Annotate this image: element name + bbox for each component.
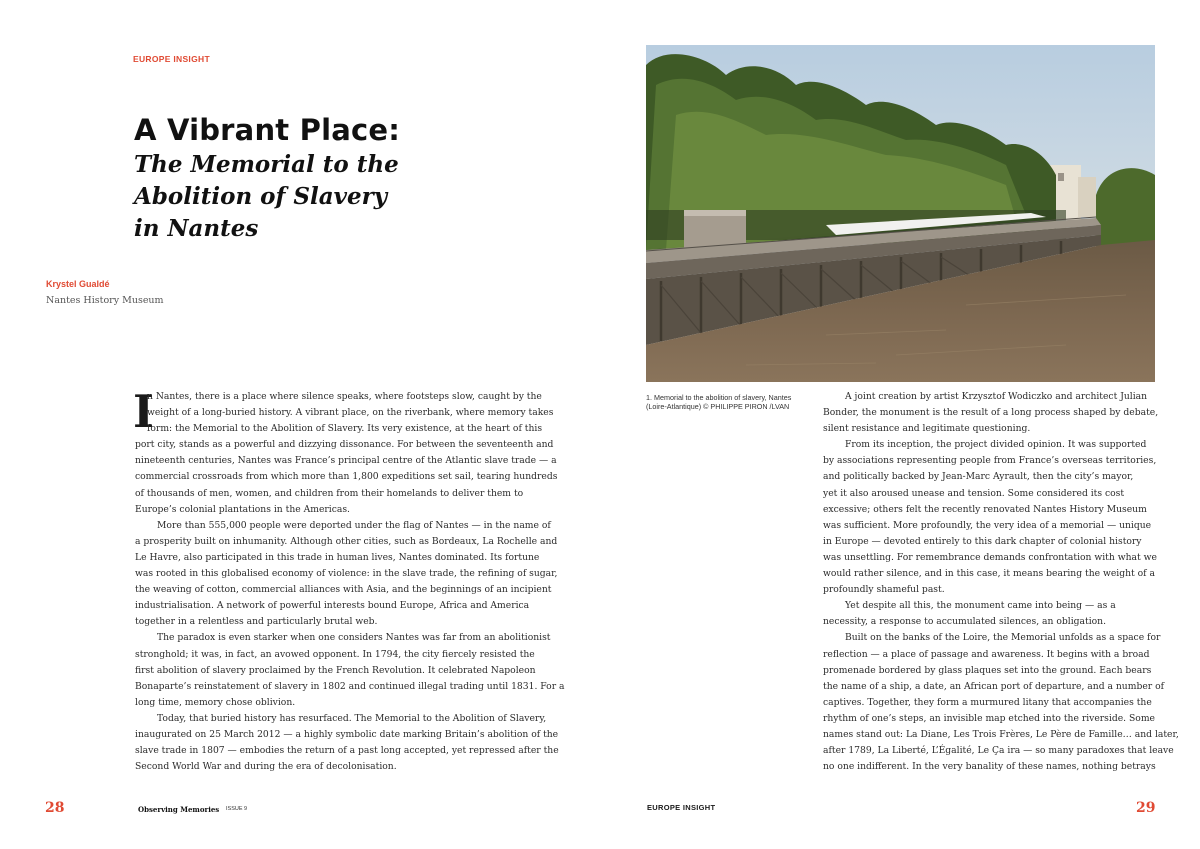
body-line: and politically backed by Jean-Marc Ayrault, then the city’s mayor, <box>823 471 1134 483</box>
body-line: form: the Memorial to the Abolition of Slavery. Its very existence, at the heart of this <box>147 423 543 435</box>
body-line: stronghold; it was, in fact, an avowed opponent. In 1794, the city fiercely resisted the <box>135 648 535 660</box>
body-line: Bonder, the monument is the result of a long process shaped by debate, <box>823 407 1159 419</box>
body-line: Today, that buried history has resurfaced. The Memorial to the Abolition of Slavery, <box>157 712 547 724</box>
article-subtitle <box>134 149 434 245</box>
section-kicker: EUROPE INSIGHT <box>133 54 210 64</box>
body-line: of thousands of men, women, and children from their homelands to deliver them to <box>135 487 524 499</box>
body-line: was unsettling. For remembrance demands confrontation with what we <box>823 551 1157 563</box>
body-line: Yet despite all this, the monument came into being — as a <box>845 600 1116 612</box>
body-line: The paradox is even starker when one considers Nantes was far from an abolitionist <box>157 632 551 644</box>
body-line: long time, memory chose oblivion. <box>135 696 296 708</box>
body-line: promenade bordered by glass plaques set into the ground. Each bears <box>823 664 1152 676</box>
body-line: Le Havre, also participated in this trade in human lives, Nantes dominated. Its fortune <box>135 551 540 563</box>
body-line: More than 555,000 people were deported under the flag of Nantes — in the name of <box>157 519 551 531</box>
body-line: weight of a long-buried history. A vibrant place, on the riverbank, where memory takes <box>147 407 554 419</box>
caption-line: (Loire-Atlantique) © PHILIPPE PIRON /LVAN <box>646 401 790 411</box>
body-line: commercial crossroads from which more than 1,800 expeditions set sail, tearing hundreds <box>135 471 558 483</box>
body-line: Bonaparte’s reinstatement of slavery in 1802 and continued illegal trading until 1831. For a <box>135 680 565 692</box>
author-name: Krystel Gualdé <box>46 279 110 289</box>
body-line: slave trade in 1807 — embodies the return of a past long accepted, yet repressed after the <box>135 745 559 757</box>
body-line: was rooted in this globalised economy of violence: in the slave trade, the refining of sugar, <box>135 568 558 580</box>
drop-cap: I <box>133 385 155 438</box>
body-line: rhythm of one’s steps, an invisible map etched into the riverside. Some <box>823 712 1155 724</box>
body-line: nineteenth centuries, Nantes was France’s principal centre of the Atlantic slave trade — a <box>135 455 557 467</box>
body-line: reflection — a place of passage and awareness. It begins with a broad <box>823 648 1150 660</box>
body-line: Built on the banks of the Loire, the Memorial unfolds as a space for <box>845 632 1161 644</box>
body-line: Europe’s colonial plantations in the Americas. <box>135 503 350 515</box>
body-line: From its inception, the project divided opinion. It was supported <box>845 439 1147 451</box>
subtitle-line: in Nantes <box>134 215 259 242</box>
body-line: no one indifferent. In the very banality of these names, nothing betrays <box>823 761 1156 773</box>
body-line: would rather silence, and in this case, it means bearing the weight of a <box>823 568 1155 580</box>
body-line: n Nantes, there is a place where silence speaks, where footsteps slow, caught by the <box>147 391 542 402</box>
body-line: industrialisation. A network of powerful interests bound Europe, Africa and America <box>135 600 530 612</box>
page-number-left: 28 <box>45 800 65 816</box>
photo-caption <box>646 394 811 411</box>
body-line: a prosperity built on inhumanity. Although other cities, such as Bordeaux, La Rochelle and <box>135 535 558 547</box>
body-line: the name of a ship, a date, an African port of departure, and a number of <box>823 680 1165 692</box>
page-number-right: 29 <box>1136 800 1156 816</box>
body-line: yet it also aroused unease and tension. Some considered its cost <box>823 487 1125 499</box>
body-line: A joint creation by artist Krzysztof Wodiczko and architect Julian <box>845 391 1148 402</box>
body-line: captives. Together, they form a murmured litany that accompanies the <box>823 696 1152 708</box>
caption-line: 1. Memorial to the abolition of slavery, Nantes <box>646 393 792 402</box>
right-body-column <box>823 389 1179 775</box>
body-line: after 1789, La Liberté, L’Égalité, Le Ça ira — so many paradoxes that leave <box>823 745 1174 757</box>
body-line: first abolition of slavery proclaimed by the French Revolution. It celebrated Napoleon <box>135 664 536 676</box>
subtitle-line: The Memorial to the <box>134 151 399 178</box>
subtitle-line: Abolition of Slavery <box>134 183 388 210</box>
body-line: port city, stands as a powerful and dizzying dissonance. For between the seventeenth and <box>135 439 554 451</box>
body-line: in Europe — devoted entirely to this dark chapter of colonial history <box>823 535 1142 547</box>
body-line: profoundly shameful past. <box>823 584 945 596</box>
body-line: by associations representing people from France’s overseas territories, <box>823 455 1157 467</box>
article-title: A Vibrant Place: <box>134 113 401 147</box>
body-line: Second World War and during the era of decolonisation. <box>135 761 397 773</box>
body-line: names stand out: La Diane, Les Trois Frères, Le Père de Famille… and later, <box>823 728 1179 740</box>
body-line: excessive; others felt the recently renovated Nantes History Museum <box>823 503 1147 515</box>
left-body-column <box>133 385 565 775</box>
issue-label: ISSUE 9 <box>226 806 248 812</box>
body-line: together in a relentless and particularly brutal web. <box>135 616 378 628</box>
body-line: necessity, a response to accumulated silences, an obligation. <box>823 616 1107 628</box>
running-title: Observing Memories <box>138 805 220 814</box>
memorial-photo <box>646 45 1155 382</box>
body-line: was sufficient. More profoundly, the very idea of a memorial — unique <box>823 519 1152 531</box>
body-line: silent resistance and legitimate questioning. <box>823 423 1031 435</box>
running-kicker: EUROPE INSIGHT <box>647 803 716 812</box>
body-line: the weaving of cotton, commercial alliances with Asia, and the beginnings of an incipient <box>135 584 552 596</box>
author-affiliation: Nantes History Museum <box>46 295 164 306</box>
body-line: inaugurated on 25 March 2012 — a highly symbolic date marking Britain’s abolition of the <box>135 728 559 740</box>
